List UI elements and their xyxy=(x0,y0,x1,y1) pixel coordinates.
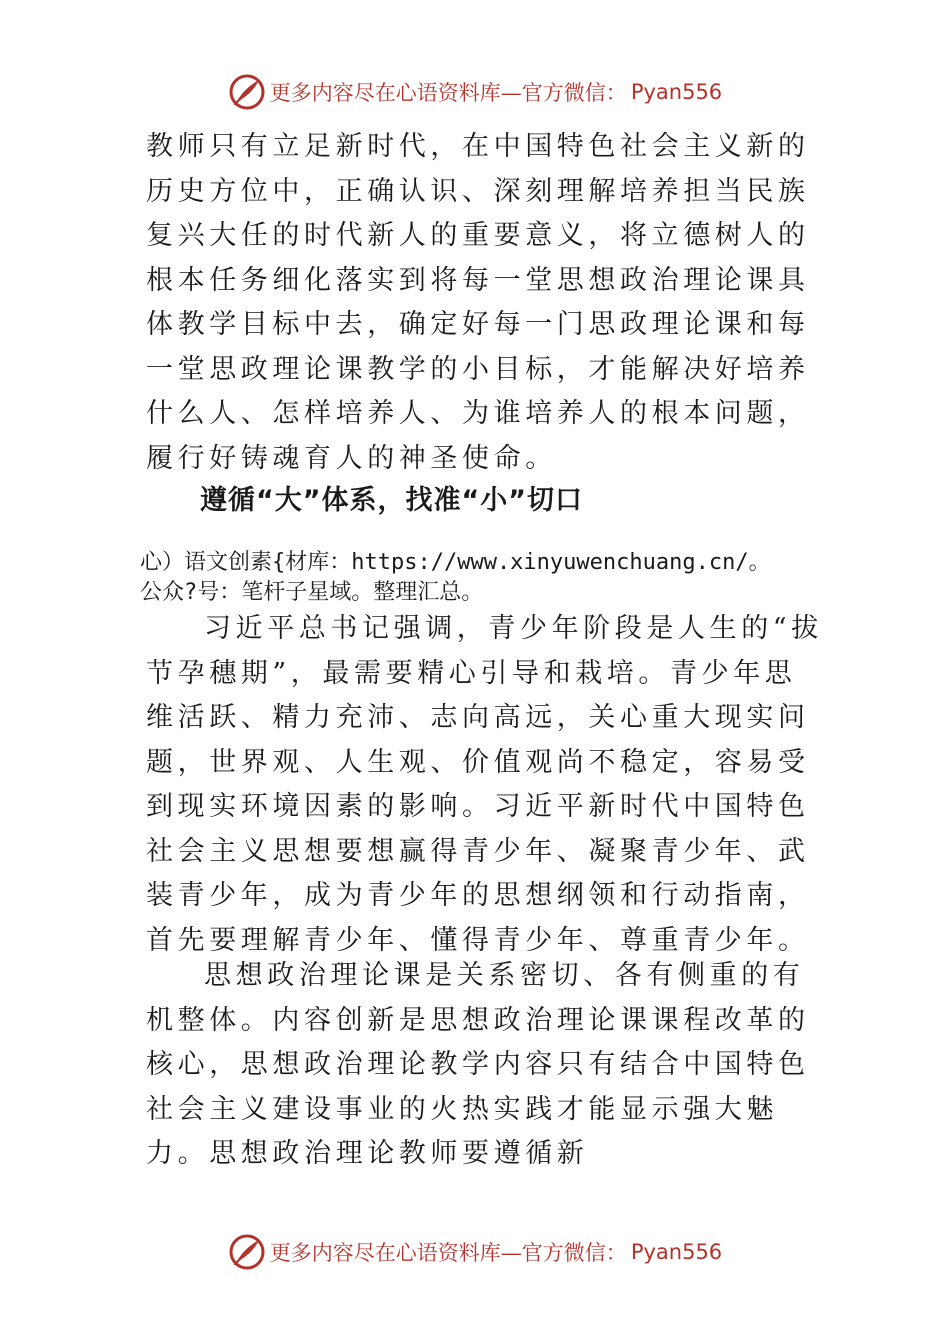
source-note-line-1: 心）语文创素{材库：https://www.xinyuwenchuang.cn/。 xyxy=(140,550,771,575)
footer-watermark xyxy=(0,1232,950,1272)
header-watermark xyxy=(0,72,950,112)
source-note-line-2: 公众?号：笔杆子星域。整理汇总。 xyxy=(140,580,484,605)
watermark-wechat-id: Pyan556 xyxy=(630,80,723,104)
watermark-text: 更多内容尽在心语资料库—官方微信： xyxy=(269,81,627,105)
watermark-wechat-id: Pyan556 xyxy=(630,1240,723,1264)
source-note xyxy=(140,548,840,608)
watermark-text: 更多内容尽在心语资料库—官方微信： xyxy=(269,1241,627,1265)
body-paragraph-1: 教师只有立足新时代，在中国特色社会主义新的历史方位中，正确认识、深刻理解培养担当民族复兴大任的时代新人的重要意义，将立德树人的根本任务细化落实到将每一堂思想政治理论课具体教学目标中去，确定好每一门思政理论课和每一堂思政理论课教学的小目标，才能解决好培养什么人、怎样培养人、为谁培养人的根本问题，履行好铸魂育人的神圣使命。 xyxy=(146,131,810,474)
body-paragraph-2: 习近平总书记强调，青少年阶段是人生的“拔节孕穗期”，最需要精心引导和栽培。青少年思维活跃、精力充沛、志向高远，关心重大现实问题，世界观、人生观、价值观尚不稳定，容易受到现实环境因素的影响。习近平新时代中国特色社会主义思想要想赢得青少年、凝聚青少年、武装青少年，成为青少年的思想纲领和行动指南，首先要理解青少年、懂得青少年、尊重青少年。 xyxy=(146,613,823,956)
quill-logo-icon xyxy=(228,1233,266,1271)
body-paragraph-3: 思想政治理论课是关系密切、各有侧重的有机整体。内容创新是思想政治理论课课程改革的核心，思想政治理论教学内容只有结合中国特色社会主义建设事业的火热实践才能显示强大魅力。思想政治理论教师要遵循新 xyxy=(146,960,810,1169)
section-heading: 遵循“大”体系，找准“小”切口 xyxy=(200,485,583,516)
quill-logo-icon xyxy=(228,73,266,111)
